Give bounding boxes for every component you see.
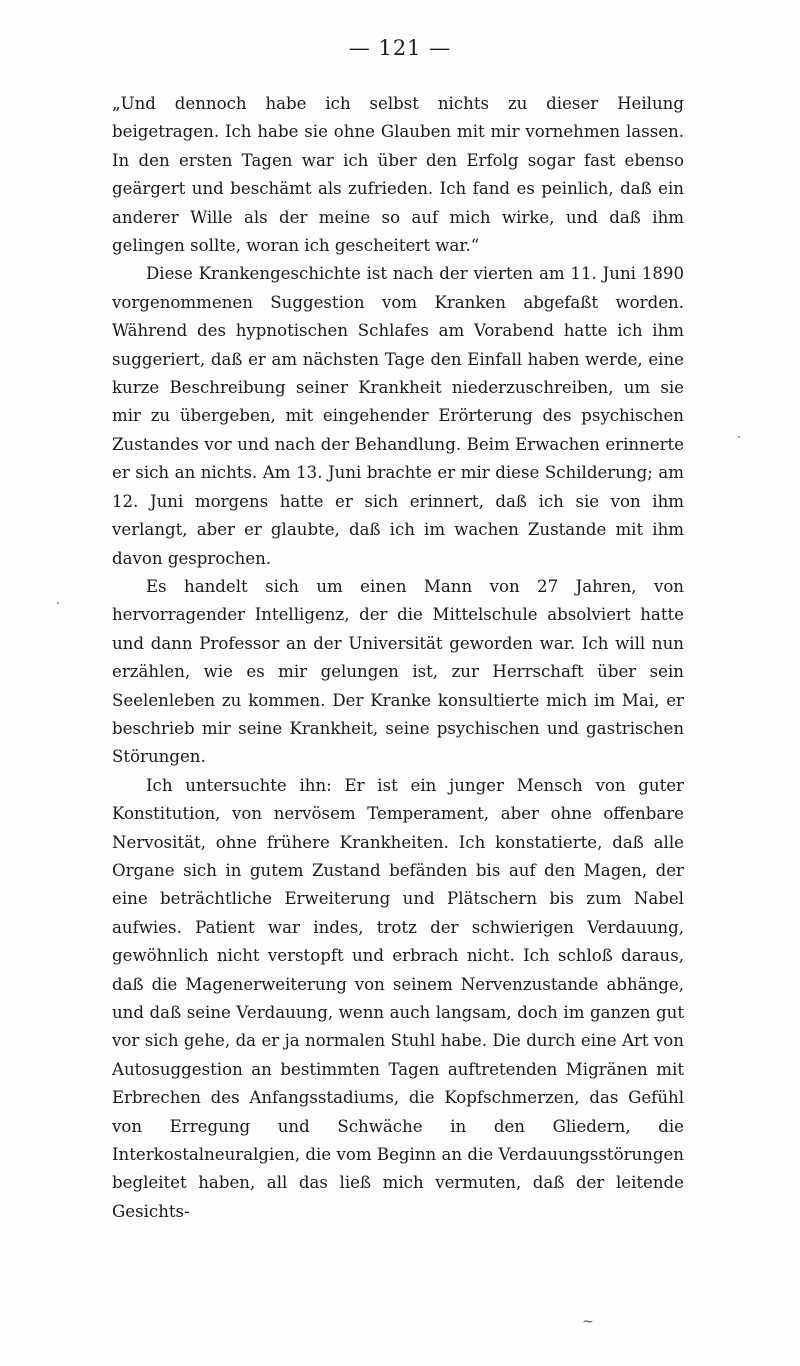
- body-text: [112, 90, 684, 1226]
- paragraph-quote: „Und dennoch habe ich selbst nichts zu dieser Heilung beigetragen. Ich habe sie ohne Glauben mit mir vornehmen lassen. In den ersten Tagen war ich über den Erfolg sogar fast ebenso geärgert und beschämt als zufrieden. Ich fand es peinlich, daß ein anderer Wille als der meine so auf mich wirke, und daß ihm gelingen sollte, woran ich gescheitert war.“: [112, 94, 684, 256]
- margin-speck-left: [57, 602, 59, 604]
- page-number: — 121 —: [348, 36, 452, 60]
- paragraph-examination: Ich untersuchte ihn: Er ist ein junger Mensch von guter Konstitution, von nervösem Temperament, aber ohne offenbare Nervosität, ohne frühere Krankheiten. Ich konstatierte, daß alle Organe sich in gutem Zustand befänden bis auf den Magen, der eine beträchtliche Erweiterung und Plätschern bis zum Nabel aufwies. Patient war indes, trotz der schwierigen Verdauung, gewöhnlich nicht verstopft und erbrach nicht. Ich schloß daraus, daß die Magenerweiterung von seinem Nervenzustande abhänge, und daß seine Verdauung, wenn auch langsam, doch im ganzen gut vor sich gehe, da er ja normalen Stuhl habe. Die durch eine Art von Autosuggestion an bestimmten Tagen auftretenden Migränen mit Erbrechen des Anfangsstadiums, die Kopfschmerzen, das Gefühl von Erregung und Schwäche in den Gliedern, die Interkostalneuralgien, die vom Beginn an die Verdauungsstörungen begleitet haben, all das ließ mich vermuten, daß der leitende Gesichts-: [112, 775, 684, 1221]
- paragraph-patient: Es handelt sich um einen Mann von 27 Jahren, von hervorragender Intelligenz, der die Mittelschule absolviert hatte und dann Professor an der Universität geworden war. Ich will nun erzählen, wie es mir gelungen ist, zur Herrschaft über sein Seelenleben zu kommen. Der Kranke konsultierte mich im Mai, er beschrieb mir seine Krankheit, seine psychischen und gastrischen Störungen.: [112, 576, 684, 767]
- paragraph-history: Diese Krankengeschichte ist nach der vierten am 11. Juni 1890 vorgenommenen Suggestion vom Kranken abgefaßt worden. Während des hypnotischen Schlafes am Vorabend hatte ich ihm suggeriert, daß er am nächsten Tage den Einfall haben werde, eine kurze Beschreibung seiner Krankheit niederzuschreiben, um sie mir zu übergeben, mit eingehender Erörterung des psychischen Zustandes vor und nach der Behandlung. Beim Erwachen erinnerte er sich an nichts. Am 13. Juni brachte er mir diese Schilderung; am 12. Juni morgens hatte er sich erinnert, daß ich sie von ihm verlangt, aber er glaubte, daß ich im wachen Zustande mit ihm davon gesprochen.: [112, 264, 684, 568]
- margin-speck: [738, 436, 740, 438]
- footer-mark: ~: [582, 1314, 594, 1330]
